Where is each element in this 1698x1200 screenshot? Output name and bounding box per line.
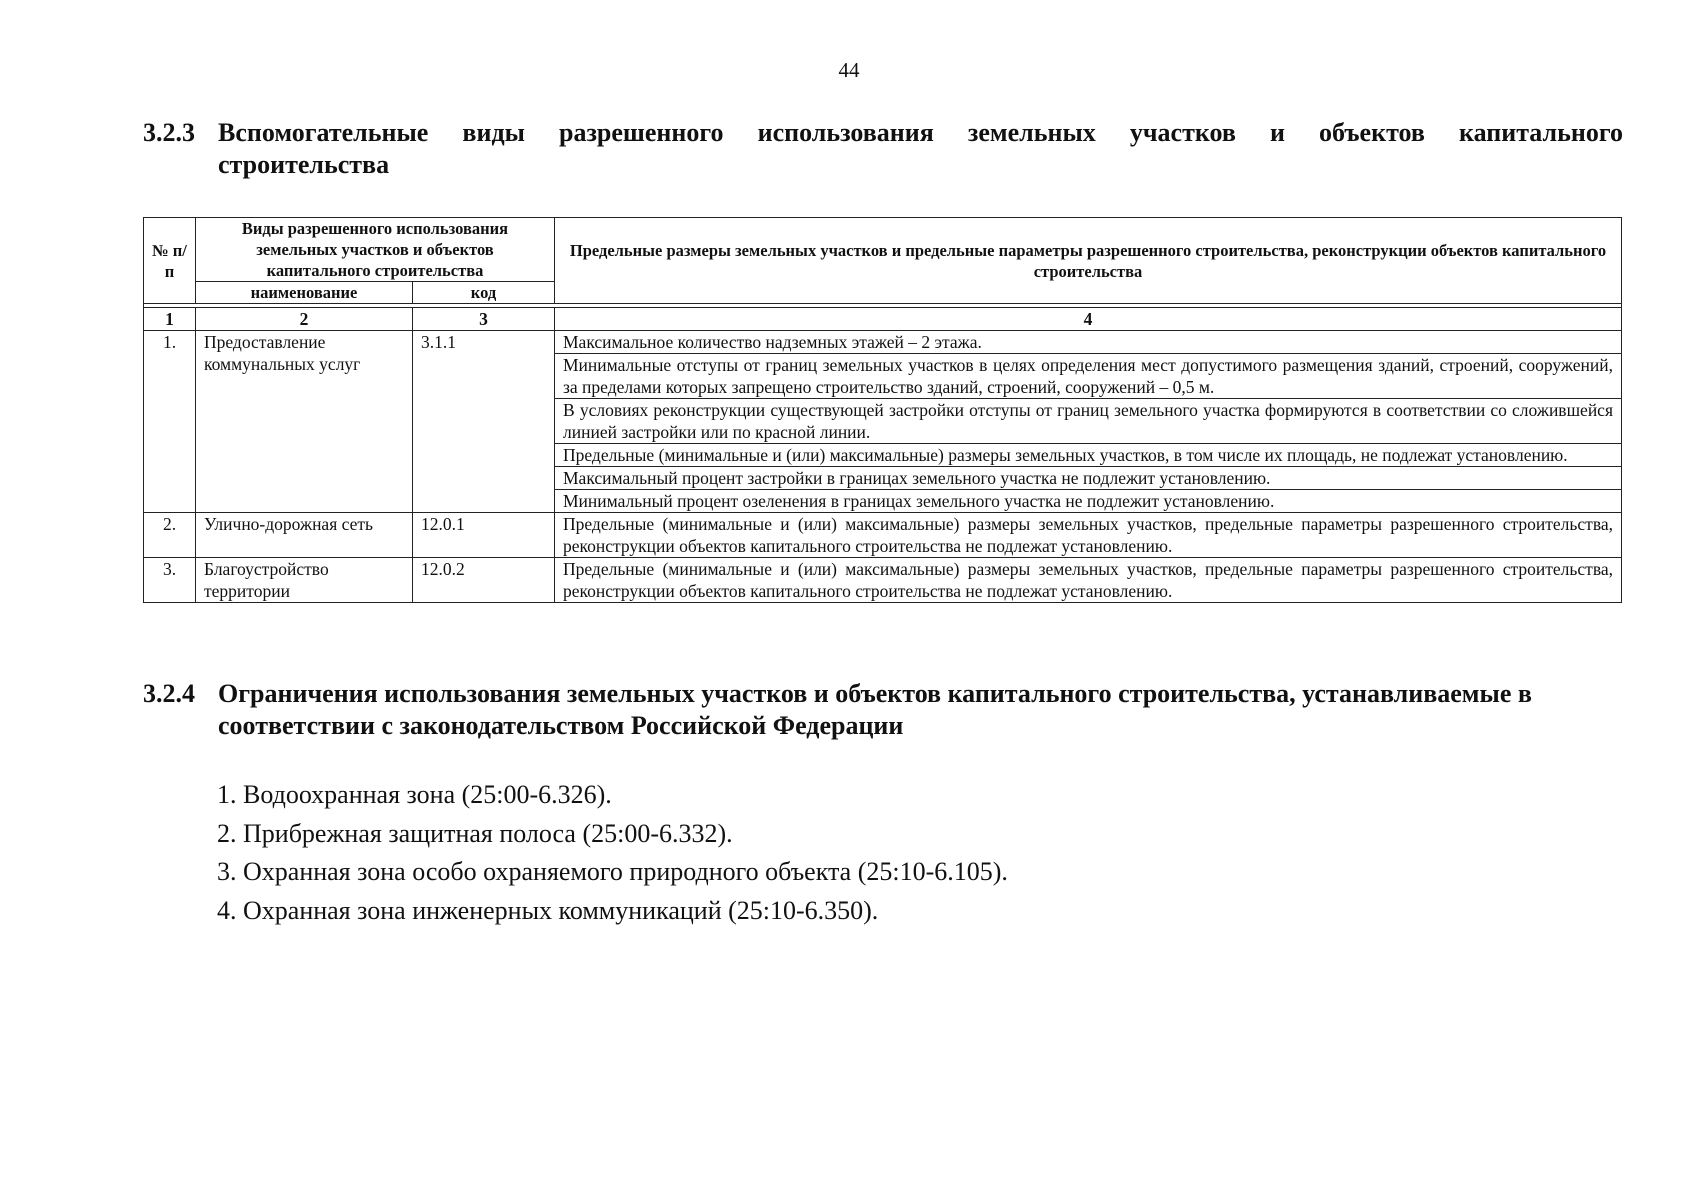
column-numbers-row: [144, 308, 1622, 331]
section-title-line-1: Вспомогательные виды разрешенного использования земельных участков и объектов капитального: [218, 118, 1623, 147]
land-use-code: 3.1.1: [413, 331, 555, 513]
column-number: 2: [196, 308, 413, 331]
section-heading-3-2-4: [143, 678, 1623, 742]
restriction-item: 4. Охранная зона инженерных коммуникаций (25:10-6.350).: [217, 895, 879, 925]
land-use-table: [143, 217, 1622, 603]
header-code: код: [413, 282, 555, 304]
column-number: 3: [413, 308, 555, 331]
page-number: 44: [838, 58, 860, 82]
land-use-code: 12.0.2: [413, 558, 555, 603]
table-row: [144, 331, 1622, 354]
table-row: [144, 513, 1622, 558]
column-number: 1: [144, 308, 196, 331]
section-title-line-2: строительства: [218, 150, 390, 179]
restriction-item: 2. Прибрежная защитная полоса (25:00-6.332).: [217, 818, 733, 848]
land-use-name: Улично-дорожная сеть: [196, 513, 413, 558]
section-number: 3.2.3: [143, 118, 195, 147]
parameter-cell: Максимальное количество надземных этажей – 2 этажа.: [555, 331, 1622, 354]
parameter-cell: Предельные (минимальные и (или) максимальные) размеры земельных участков, предельные параметры разрешенного строительства, реконструкции объектов капитального строительства не подлежат установлению.: [555, 513, 1622, 558]
land-use-name: Предоставление коммунальных услуг: [196, 331, 413, 513]
header-name: наименование: [196, 282, 413, 304]
parameter-cell: В условиях реконструкции существующей застройки отступы от границ земельного участка формируются в соответствии со сложившейся линией застройки или по красной линии.: [555, 399, 1622, 444]
parameter-cell: Предельные (минимальные и (или) максимальные) размеры земельных участков, в том числе их площадь, не подлежат установлению.: [555, 444, 1622, 467]
column-number: 4: [555, 308, 1622, 331]
section-title: [218, 117, 1623, 181]
restriction-item: 1. Водоохранная зона (25:00-6.326).: [217, 780, 612, 809]
restrictions-list: [217, 776, 1008, 930]
row-number: 2.: [144, 513, 196, 558]
land-use-code: 12.0.1: [413, 513, 555, 558]
header-limits: Предельные размеры земельных участков и предельные параметры разрешенного строительства, реконструкции объектов капитального строительства: [555, 218, 1622, 304]
parameter-cell: Предельные (минимальные и (или) максимальные) размеры земельных участков, предельные параметры разрешенного строительства, реконструкции объектов капитального строительства не подлежат установлению.: [555, 558, 1622, 603]
parameter-cell: Минимальные отступы от границ земельных участков в целях определения мест допустимого размещения зданий, строений, сооружений, за пределами которых запрещено строительство зданий, строений, сооружений – 0,5 м.: [555, 354, 1622, 399]
table-row: [144, 558, 1622, 603]
row-number: 3.: [144, 558, 196, 603]
parameter-cell: Максимальный процент застройки в границах земельного участка не подлежит установлению.: [555, 467, 1622, 490]
section-number: 3.2.4: [143, 679, 195, 708]
restriction-item: 3. Охранная зона особо охраняемого природного объекта (25:10-6.105).: [217, 857, 1008, 886]
parameter-cell: Минимальный процент озеленения в границах земельного участка не подлежит установлению.: [555, 490, 1622, 513]
section-title: Ограничения использования земельных участков и объектов капитального строительства, устанавливаемые в соответствии с законодательством Российской Федерации: [218, 679, 1532, 740]
land-use-name: Благоустройство территории: [196, 558, 413, 603]
header-num: № п/п: [144, 218, 196, 304]
row-number: 1.: [144, 331, 196, 513]
header-types-group: Виды разрешенного использования земельных участков и объектов капитального строительства: [196, 218, 555, 282]
section-heading-3-2-3: [143, 117, 1623, 181]
